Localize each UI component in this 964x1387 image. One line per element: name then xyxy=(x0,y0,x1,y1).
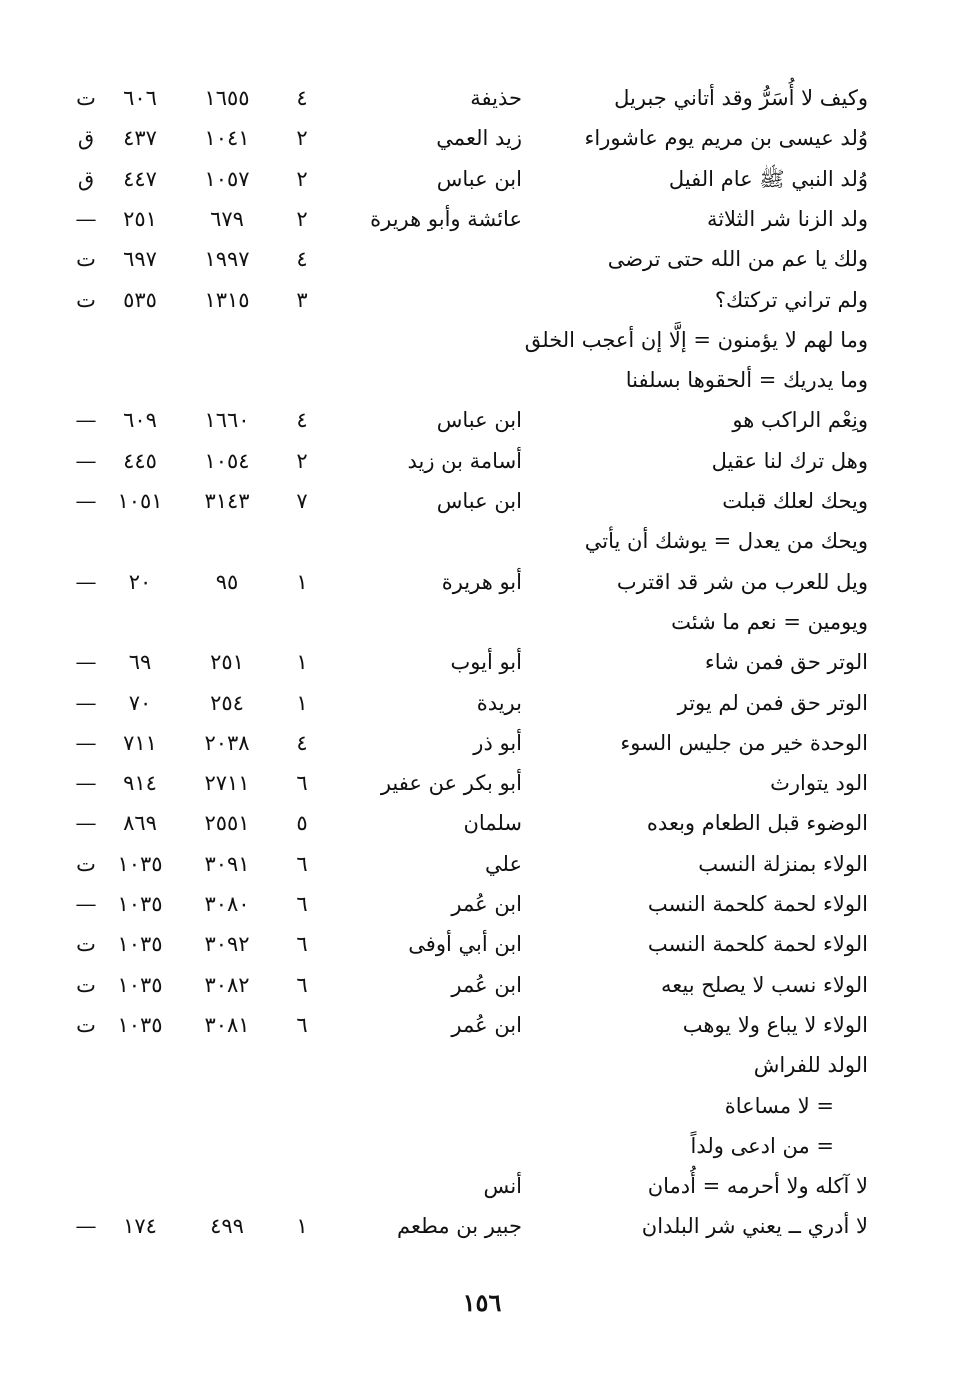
entry-page: ٤٤٧ xyxy=(123,167,157,191)
entry-source-mark: — xyxy=(75,731,97,755)
index-row xyxy=(0,481,964,521)
entry-narrator: جبير بن مطعم xyxy=(396,1214,522,1238)
entry-number: ٩٥ xyxy=(215,570,239,594)
entry-number: ١٦٥٥ xyxy=(204,86,250,110)
entry-page: ٦٩ xyxy=(128,650,152,674)
entry-volume: ١ xyxy=(296,570,308,594)
entry-volume: ٦ xyxy=(296,892,308,916)
entry-number: ٣٠٨٢ xyxy=(204,973,250,997)
entry-page: ١٠٣٥ xyxy=(117,1013,163,1037)
entry-page: ٩١٤ xyxy=(123,771,157,795)
entry-number: ١٠٥٤ xyxy=(204,449,250,473)
index-row xyxy=(0,400,964,440)
page-number: ١٥٦ xyxy=(462,1288,502,1317)
entry-source-mark: ت xyxy=(76,932,96,956)
entry-narrator: أبو أيوب xyxy=(450,650,522,674)
entry-volume: ٣ xyxy=(296,288,308,312)
entry-text: الولاء لحمة كلحمة النسب xyxy=(647,892,868,916)
entry-source-mark: ت xyxy=(76,288,96,312)
entry-source-mark: — xyxy=(75,489,97,513)
entry-text: ويحك من يعدل = يوشك أن يأتي xyxy=(584,529,868,553)
entry-page: ٧٠ xyxy=(128,691,152,715)
entry-narrator: ابن أبي أوفى xyxy=(408,932,522,956)
entry-volume: ٦ xyxy=(296,1013,308,1037)
entry-page: ٥٣٥ xyxy=(123,288,157,312)
entry-volume: ٥ xyxy=(296,811,308,835)
entry-number: ٢٧١١ xyxy=(204,771,250,795)
entry-narrator: أبو بكر عن عفير xyxy=(380,771,522,795)
entry-narrator: زيد العمي xyxy=(436,126,522,150)
entry-source-mark: ت xyxy=(76,86,96,110)
entry-text: ونِعْم الراكب هو xyxy=(732,408,868,432)
entry-narrator: أبو ذر xyxy=(473,731,522,755)
index-row xyxy=(0,562,964,602)
entry-page: ٢٥١ xyxy=(123,207,157,231)
entry-text: وكيف لا أُسَرُّ وقد أتاني جبريل xyxy=(614,86,868,110)
entry-text: وما يدريك = ألحقوها بسلفنا xyxy=(625,368,868,392)
entry-number: ٣٠٩١ xyxy=(204,852,250,876)
entry-number: ١٠٤١ xyxy=(204,126,250,150)
index-row xyxy=(0,159,964,199)
entry-source-mark: — xyxy=(75,449,97,473)
index-row xyxy=(0,763,964,803)
entry-volume: ٤ xyxy=(296,731,308,755)
entry-source-mark: — xyxy=(75,771,97,795)
index-row xyxy=(0,1086,964,1126)
entry-source-mark: ت xyxy=(76,247,96,271)
entry-source-mark: — xyxy=(75,691,97,715)
entry-volume: ٦ xyxy=(296,932,308,956)
entry-source-mark: ت xyxy=(76,1013,96,1037)
entry-narrator: أنس xyxy=(483,1174,522,1198)
entry-volume: ٤ xyxy=(296,247,308,271)
index-row xyxy=(0,924,964,964)
entry-number: ١٦٦٠ xyxy=(204,408,250,432)
entry-page: ٨٦٩ xyxy=(123,811,157,835)
entry-narrator: ابن عباس xyxy=(436,489,522,513)
entry-narrator: علي xyxy=(485,852,522,876)
entry-volume: ٢ xyxy=(296,449,308,473)
entry-number: ٢٠٣٨ xyxy=(204,731,250,755)
index-row xyxy=(0,521,964,561)
entry-page: ١٠٣٥ xyxy=(117,973,163,997)
index-row xyxy=(0,683,964,723)
entry-number: ١٣١٥ xyxy=(204,288,250,312)
entry-narrator: ابن عُمر xyxy=(451,973,522,997)
entry-page: ١٠٣٥ xyxy=(117,852,163,876)
entry-narrator: ابن عُمر xyxy=(451,892,522,916)
entry-text: الوحدة خير من جليس السوء xyxy=(620,731,868,755)
entry-source-mark: ق xyxy=(77,167,95,191)
entry-narrator: أبو هريرة xyxy=(441,570,522,594)
entry-number: ٦٧٩ xyxy=(210,207,244,231)
entry-text: الوتر حق فمن لم يوتر xyxy=(677,691,868,715)
entry-narrator: أسامة بن زيد xyxy=(407,449,522,473)
index-row xyxy=(0,1166,964,1206)
entry-volume: ١ xyxy=(296,650,308,674)
entry-text: الولاء نسب لا يصلح بيعه xyxy=(661,973,868,997)
index-row xyxy=(0,884,964,924)
index-row xyxy=(0,199,964,239)
entry-page: ١٠٣٥ xyxy=(117,932,163,956)
entry-volume: ١ xyxy=(296,691,308,715)
index-row xyxy=(0,642,964,682)
entry-text: الولد للفراش xyxy=(753,1053,868,1077)
entry-text: وُلد النبي ﷺ عام الفيل xyxy=(668,167,868,191)
entry-page: ٧١١ xyxy=(123,731,157,755)
entry-page: ٤٣٧ xyxy=(123,126,157,150)
entry-narrator: ابن عُمر xyxy=(451,1013,522,1037)
entry-narrator: ابن عباس xyxy=(436,167,522,191)
index-row xyxy=(0,118,964,158)
entry-page: ٢٠ xyxy=(128,570,152,594)
index-row xyxy=(0,1206,964,1246)
entry-source-mark: — xyxy=(75,811,97,835)
entry-page: ١٧٤ xyxy=(123,1214,157,1238)
entry-text: الوضوء قبل الطعام وبعده xyxy=(646,811,868,835)
entry-page: ٦٠٦ xyxy=(123,86,157,110)
index-row xyxy=(0,602,964,642)
index-row xyxy=(0,320,964,360)
entry-page: ٦٩٧ xyxy=(123,247,157,271)
entry-volume: ٦ xyxy=(296,771,308,795)
entry-number: ٣٠٩٢ xyxy=(204,932,250,956)
index-row xyxy=(0,239,964,279)
index-row xyxy=(0,1005,964,1045)
entry-text: ويومين = نعم ما شئت xyxy=(671,610,868,634)
index-row xyxy=(0,360,964,400)
entry-page: ١٠٣٥ xyxy=(117,892,163,916)
entry-text: الوتر حق فمن شاء xyxy=(704,650,868,674)
entry-text: ولم تراني تركتك؟ xyxy=(714,288,868,312)
entry-text: لا آكله ولا أحرمه = أُدمان xyxy=(647,1174,868,1198)
entry-text: الود يتوارث xyxy=(770,771,868,795)
entry-page: ١٠٥١ xyxy=(117,489,163,513)
entry-number: ٤٩٩ xyxy=(210,1214,244,1238)
entry-text: وما لهم لا يؤمنون = إلَّا إن أعجب الخلق xyxy=(524,328,868,352)
entry-text: ولد الزنا شر الثلاثة xyxy=(706,207,868,231)
entry-number: ١٠٥٧ xyxy=(204,167,250,191)
entry-text: ويحك لعلك قبلت xyxy=(722,489,868,513)
entry-volume: ٤ xyxy=(296,86,308,110)
index-row xyxy=(0,965,964,1005)
index-row xyxy=(0,803,964,843)
entry-source-mark: — xyxy=(75,408,97,432)
entry-volume: ٧ xyxy=(296,489,308,513)
entry-text: الولاء لا يباع ولا يوهب xyxy=(682,1013,868,1037)
entry-narrator: بريدة xyxy=(476,691,522,715)
entry-number: ٣٠٨١ xyxy=(204,1013,250,1037)
entry-source-mark: — xyxy=(75,892,97,916)
entry-page: ٤٤٥ xyxy=(123,449,157,473)
entry-text: الولاء بمنزلة النسب xyxy=(698,852,868,876)
entry-source-mark: — xyxy=(75,207,97,231)
entry-narrator: ابن عباس xyxy=(436,408,522,432)
index-row xyxy=(0,844,964,884)
index-row xyxy=(0,1045,964,1085)
entry-volume: ١ xyxy=(296,1214,308,1238)
entry-text: = من ادعى ولداً xyxy=(690,1134,834,1158)
entry-source-mark: — xyxy=(75,1214,97,1238)
entry-source-mark: — xyxy=(75,650,97,674)
entry-source-mark: ت xyxy=(76,852,96,876)
entry-volume: ٤ xyxy=(296,408,308,432)
entry-text: وهل ترك لنا عقيل xyxy=(711,449,868,473)
entry-volume: ٦ xyxy=(296,852,308,876)
entry-volume: ٦ xyxy=(296,973,308,997)
entry-narrator: حذيفة xyxy=(470,86,522,110)
entry-text: ولك يا عم من الله حتى ترضى xyxy=(607,247,868,271)
index-row xyxy=(0,78,964,118)
entry-number: ٢٥١ xyxy=(210,650,244,674)
entry-source-mark: ت xyxy=(76,973,96,997)
entry-text: = لا مساعاة xyxy=(724,1094,834,1118)
entry-number: ٢٥٥١ xyxy=(204,811,250,835)
entry-volume: ٢ xyxy=(296,126,308,150)
entry-volume: ٢ xyxy=(296,207,308,231)
entry-number: ٣٠٨٠ xyxy=(204,892,250,916)
entry-narrator: سلمان xyxy=(463,811,522,835)
entry-source-mark: — xyxy=(75,570,97,594)
entry-number: ٣١٤٣ xyxy=(204,489,250,513)
entry-text: وُلد عيسى بن مريم يوم عاشوراء xyxy=(584,126,868,150)
index-row xyxy=(0,723,964,763)
entry-text: الولاء لحمة كلحمة النسب xyxy=(647,932,868,956)
entry-page: ٦٠٩ xyxy=(123,408,157,432)
index-row xyxy=(0,1126,964,1166)
entry-number: ٢٥٤ xyxy=(210,691,244,715)
index-row xyxy=(0,441,964,481)
entry-source-mark: ق xyxy=(77,126,95,150)
entry-text: ويل للعرب من شر قد اقترب xyxy=(616,570,868,594)
index-row xyxy=(0,280,964,320)
entry-text: لا أدري ــ يعني شر البلدان xyxy=(641,1214,868,1238)
entry-number: ١٩٩٧ xyxy=(204,247,250,271)
entry-narrator: عائشة وأبو هريرة xyxy=(370,207,522,231)
entry-volume: ٢ xyxy=(296,167,308,191)
